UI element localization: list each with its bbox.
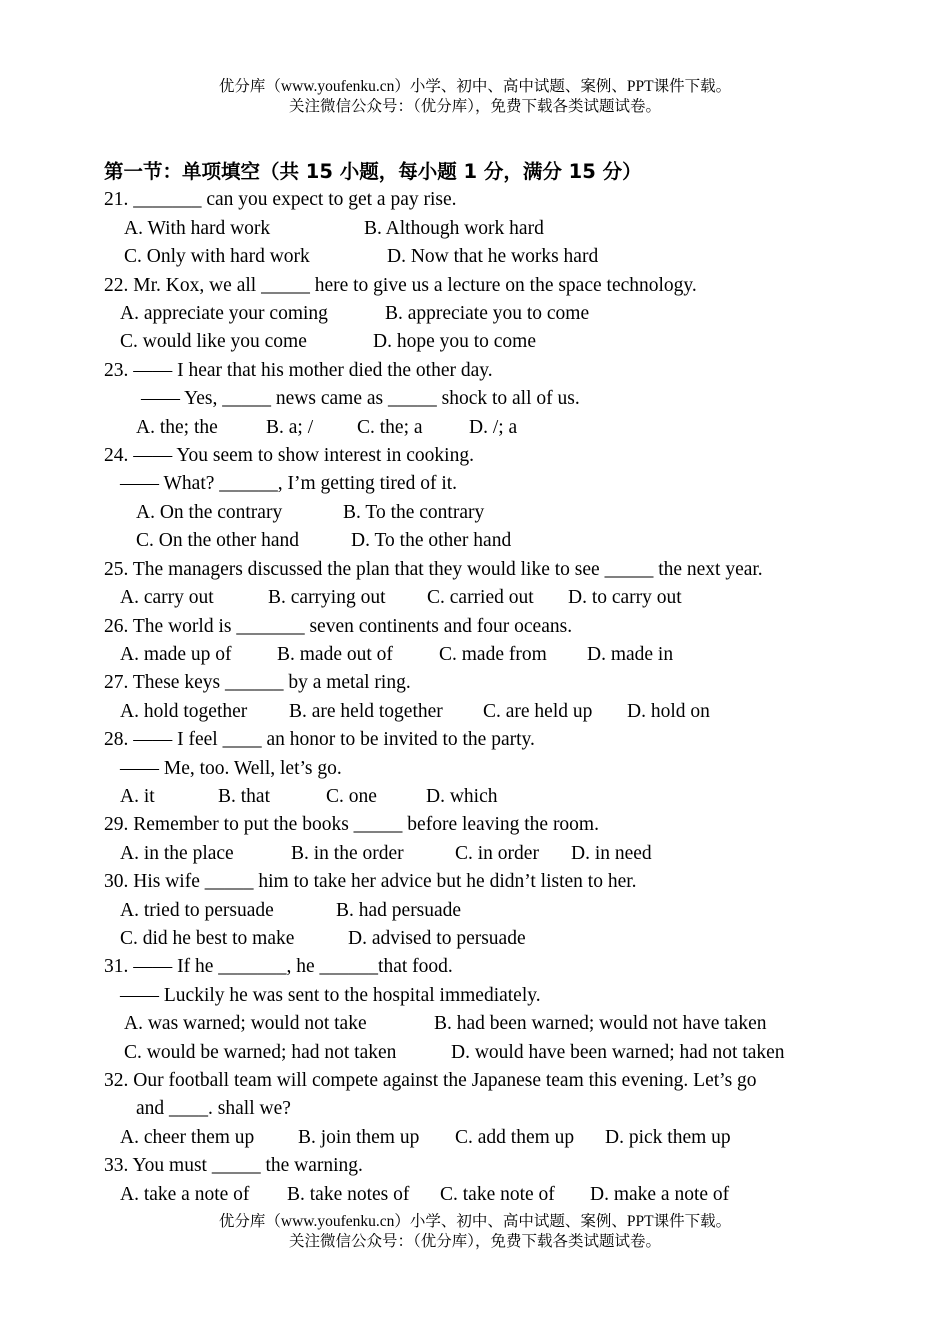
question-31: 31. —— If he _______, he ______that food. bbox=[104, 956, 453, 978]
options-row bbox=[104, 243, 864, 271]
option-a: A. With hard work bbox=[124, 217, 271, 239]
option-d: D. pick them up bbox=[605, 1126, 731, 1148]
question-23: 23. —— I hear that his mother died the other day. bbox=[104, 359, 493, 381]
options-row bbox=[104, 584, 864, 612]
option-b: B. had been warned; would not have taken bbox=[434, 1013, 767, 1035]
options-row bbox=[104, 1124, 864, 1152]
option-b: B. that bbox=[218, 785, 270, 807]
question-21: 21. _______ can you expect to get a pay rise. bbox=[104, 189, 457, 211]
option-a: A. carry out bbox=[120, 587, 214, 609]
question-30: 30. His wife _____ him to take her advice but he didn’t listen to her. bbox=[104, 871, 637, 893]
option-a: A. in the place bbox=[120, 842, 234, 864]
options-row bbox=[104, 897, 864, 925]
option-c: C. did he best to make bbox=[120, 927, 295, 949]
option-b: B. To the contrary bbox=[343, 501, 485, 523]
option-a: A. was warned; would not take bbox=[124, 1013, 367, 1035]
dialogue-reply: —— Yes, _____ news came as _____ shock to all of us. bbox=[141, 388, 580, 410]
option-d: D. Now that he works hard bbox=[387, 246, 599, 268]
options-row bbox=[104, 1181, 864, 1209]
option-b: B. had persuade bbox=[336, 899, 462, 921]
question-32: 32. Our football team will compete against the Japanese team this evening. Let’s go bbox=[104, 1070, 757, 1091]
option-a: A. appreciate your coming bbox=[120, 303, 328, 325]
page-header bbox=[0, 77, 950, 117]
options-row bbox=[104, 499, 864, 527]
option-a: A. On the contrary bbox=[136, 501, 283, 523]
option-b: B. made out of bbox=[277, 643, 393, 665]
option-c: C. made from bbox=[439, 643, 547, 665]
option-a: A. take a note of bbox=[120, 1183, 250, 1205]
option-c: C. add them up bbox=[455, 1126, 575, 1148]
option-d: D. /; a bbox=[469, 416, 518, 438]
option-d: D. hold on bbox=[627, 700, 710, 722]
option-c: C. take note of bbox=[440, 1183, 555, 1205]
option-b: B. join them up bbox=[298, 1126, 420, 1148]
option-b: B. are held together bbox=[289, 700, 443, 722]
option-d: D. which bbox=[426, 785, 498, 807]
options-row bbox=[104, 414, 864, 442]
option-b: B. appreciate you to come bbox=[385, 303, 590, 325]
question-32-continued: and ____. shall we? bbox=[136, 1098, 291, 1120]
option-c: C. one bbox=[326, 785, 377, 807]
option-a: A. cheer them up bbox=[120, 1126, 255, 1148]
dialogue-reply: —— Me, too. Well, let’s go. bbox=[120, 757, 342, 779]
options-row bbox=[104, 783, 864, 811]
options-row bbox=[104, 840, 864, 868]
options-row bbox=[104, 527, 864, 555]
option-c: C. would like you come bbox=[120, 331, 307, 353]
options-row bbox=[104, 698, 864, 726]
option-a: A. it bbox=[120, 785, 155, 807]
option-b: B. a; / bbox=[266, 416, 314, 438]
option-c: C. in order bbox=[455, 842, 539, 864]
option-d: D. to carry out bbox=[568, 587, 682, 609]
options-row bbox=[104, 641, 864, 669]
page-footer bbox=[0, 1212, 950, 1252]
option-d: D. in need bbox=[571, 842, 652, 864]
dialogue-reply: —— Luckily he was sent to the hospital immediately. bbox=[120, 984, 541, 1006]
question-22: 22. Mr. Kox, we all _____ here to give us a lecture on the space technology. bbox=[104, 274, 697, 296]
option-b: B. Although work hard bbox=[364, 217, 544, 239]
option-b: B. take notes of bbox=[287, 1183, 410, 1205]
option-a: A. hold together bbox=[120, 700, 248, 722]
option-a: A. made up of bbox=[120, 643, 232, 665]
question-26: 26. The world is _______ seven continents and four oceans. bbox=[104, 615, 573, 637]
section-title: 第一节：单项填空（共 15 小题，每小题 1 分，满分 15 分） bbox=[104, 160, 642, 183]
option-c: C. carried out bbox=[427, 587, 534, 609]
footer-line-1: 优分库（www.youfenku.cn）小学、初中、高中试题、案例、PPT课件下载。 bbox=[218, 1213, 732, 1230]
option-a: A. tried to persuade bbox=[120, 899, 274, 921]
question-29: 29. Remember to put the books _____ before leaving the room. bbox=[104, 814, 599, 836]
options-row bbox=[104, 215, 864, 243]
question-27: 27. These keys ______ by a metal ring. bbox=[104, 672, 411, 694]
option-c: C. Only with hard work bbox=[124, 246, 310, 268]
header-line-1: 优分库（www.youfenku.cn）小学、初中、高中试题、案例、PPT课件下载。 bbox=[218, 78, 732, 95]
options-row bbox=[104, 925, 864, 953]
question-25: 25. The managers discussed the plan that they would like to see _____ the next year. bbox=[104, 558, 763, 580]
option-c: C. are held up bbox=[483, 700, 593, 722]
option-c: C. would be warned; had not taken bbox=[124, 1041, 397, 1063]
option-d: D. advised to persuade bbox=[348, 927, 526, 949]
option-d: D. made in bbox=[587, 643, 674, 665]
question-24: 24. —— You seem to show interest in cooking. bbox=[104, 445, 474, 467]
option-d: D. hope you to come bbox=[373, 331, 537, 353]
dialogue-reply: —— What? ______, I’m getting tired of it. bbox=[120, 473, 458, 495]
question-28: 28. —— I feel ____ an honor to be invited to the party. bbox=[104, 729, 535, 751]
option-b: B. in the order bbox=[291, 842, 404, 864]
option-d: D. To the other hand bbox=[351, 530, 512, 552]
options-row bbox=[104, 300, 864, 328]
option-c: C. On the other hand bbox=[136, 530, 300, 552]
option-d: D. would have been warned; had not taken bbox=[451, 1041, 785, 1063]
option-c: C. the; a bbox=[357, 416, 423, 438]
option-b: B. carrying out bbox=[268, 587, 386, 609]
options-row bbox=[104, 1039, 864, 1067]
question-33: 33. You must _____ the warning. bbox=[104, 1155, 363, 1177]
question-section bbox=[104, 158, 864, 1209]
options-row bbox=[104, 328, 864, 356]
option-d: D. make a note of bbox=[590, 1183, 730, 1205]
footer-line-2: 关注微信公众号：（优分库），免费下载各类试题试卷。 bbox=[288, 1233, 661, 1250]
options-row bbox=[104, 1010, 864, 1038]
header-line-2: 关注微信公众号：（优分库），免费下载各类试题试卷。 bbox=[288, 98, 661, 115]
option-a: A. the; the bbox=[136, 416, 218, 438]
